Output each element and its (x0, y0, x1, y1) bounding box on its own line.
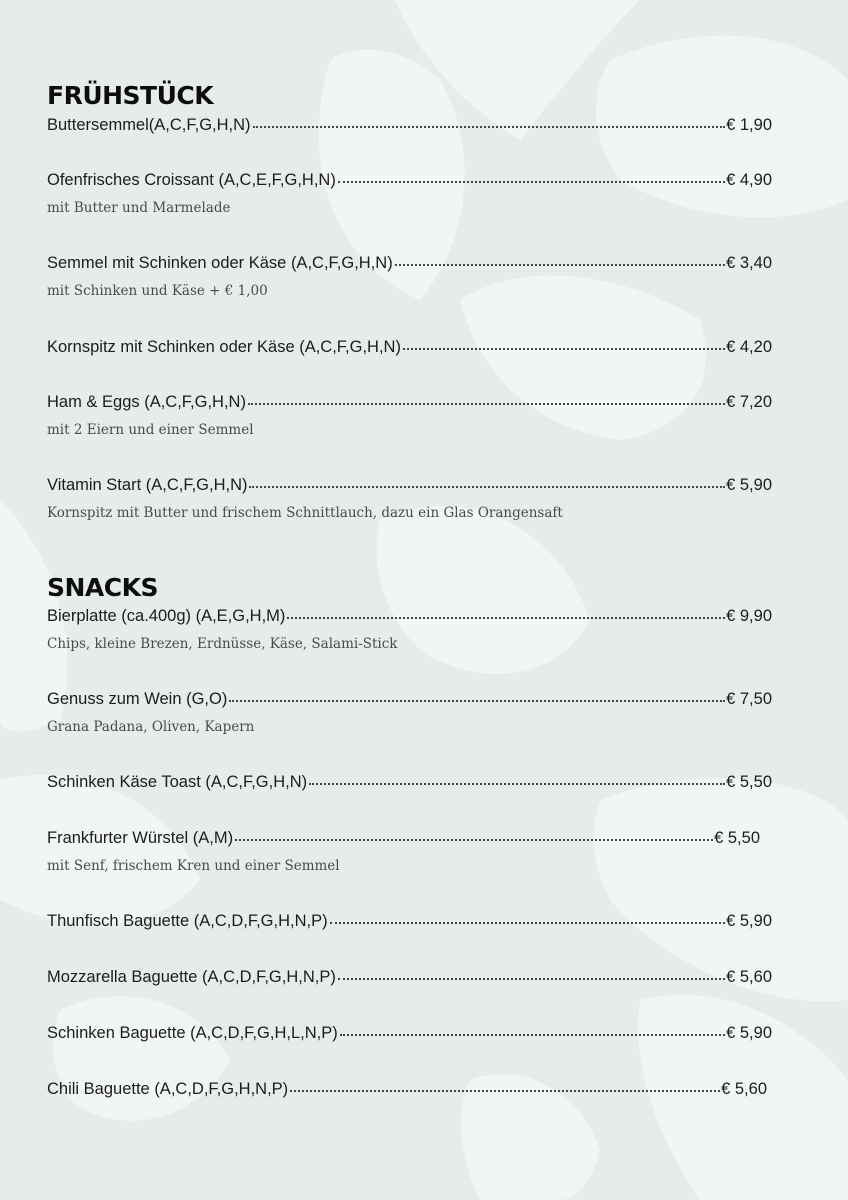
item-description: Chips, kleine Brezen, Erdnüsse, Käse, Salami-Stick (47, 636, 398, 652)
item-description: mit Schinken und Käse + € 1,00 (47, 283, 268, 299)
item-price: € 5,60 (721, 1080, 767, 1098)
item-price: € 5,90 (726, 476, 772, 494)
section-title-snacks: SNACKS (47, 573, 159, 602)
item-price: € 4,90 (726, 171, 772, 189)
item-name: Semmel mit Schinken oder Käse (A,C,F,G,H,N) (47, 254, 393, 272)
menu-item (47, 690, 772, 735)
item-name: Vitamin Start (A,C,F,G,H,N) (47, 476, 248, 494)
leader-dots (249, 480, 725, 488)
leader-dots (395, 258, 725, 266)
item-name: Bierplatte (ca.400g) (A,E,G,H,M) (47, 607, 286, 625)
item-price: € 5,90 (726, 1024, 772, 1042)
leader-dots (403, 342, 725, 350)
item-name: Ofenfrisches Croissant (A,C,E,F,G,H,N) (47, 171, 336, 189)
menu-item (47, 1024, 772, 1043)
menu-item (47, 476, 772, 521)
item-price: € 3,40 (726, 254, 772, 272)
menu-item (47, 338, 772, 357)
leader-dots (229, 694, 725, 702)
item-price: € 1,90 (726, 116, 772, 134)
menu-item (47, 254, 772, 299)
item-name: Schinken Baguette (A,C,D,F,G,H,L,N,P) (47, 1024, 338, 1042)
menu-item (47, 912, 772, 931)
item-description: mit 2 Eiern und einer Semmel (47, 422, 254, 438)
leader-dots (248, 397, 725, 405)
item-price: € 9,90 (726, 607, 772, 625)
menu-item (47, 393, 772, 438)
menu-item (47, 116, 772, 135)
item-name: Genuss zum Wein (G,O) (47, 690, 228, 708)
menu-item (47, 773, 772, 792)
item-description: Kornspitz mit Butter und frischem Schnittlauch, dazu ein Glas Orangensaft (47, 505, 563, 521)
item-price: € 4,20 (726, 338, 772, 356)
item-name: Frankfurter Würstel (A,M) (47, 829, 234, 847)
item-name: Buttersemmel(A,C,F,G,H,N) (47, 116, 251, 134)
item-description: Grana Padana, Oliven, Kapern (47, 719, 255, 735)
item-name: Thunfisch Baguette (A,C,D,F,G,H,N,P) (47, 912, 328, 930)
section-title-fruehstueck: FRÜHSTÜCK (47, 81, 214, 110)
leader-dots (330, 916, 726, 924)
leader-dots (235, 833, 713, 841)
leader-dots (338, 175, 725, 183)
item-name: Chili Baguette (A,C,D,F,G,H,N,P) (47, 1080, 289, 1098)
leader-dots (338, 972, 725, 980)
item-name: Schinken Käse Toast (A,C,F,G,H,N) (47, 773, 308, 791)
menu-item (47, 171, 772, 216)
item-name: Mozzarella Baguette (A,C,D,F,G,H,N,P) (47, 968, 336, 986)
item-name: Kornspitz mit Schinken oder Käse (A,C,F,G,H,N) (47, 338, 401, 356)
item-price: € 7,50 (726, 690, 772, 708)
menu-item (47, 968, 772, 987)
item-description: mit Senf, frischem Kren und einer Semmel (47, 858, 340, 874)
item-description: mit Butter und Marmelade (47, 200, 231, 216)
item-price: € 5,60 (726, 968, 772, 986)
item-price: € 5,50 (714, 829, 760, 847)
menu-item (47, 607, 772, 652)
item-price: € 5,90 (726, 912, 772, 930)
leader-dots (253, 120, 726, 128)
leader-dots (309, 777, 725, 785)
item-price: € 5,50 (726, 773, 772, 791)
leader-dots (290, 1084, 720, 1092)
leader-dots (287, 611, 725, 619)
item-name: Ham & Eggs (A,C,F,G,H,N) (47, 393, 246, 411)
menu-item (47, 829, 760, 874)
item-price: € 7,20 (726, 393, 772, 411)
menu-item (47, 1080, 767, 1099)
leader-dots (340, 1028, 725, 1036)
